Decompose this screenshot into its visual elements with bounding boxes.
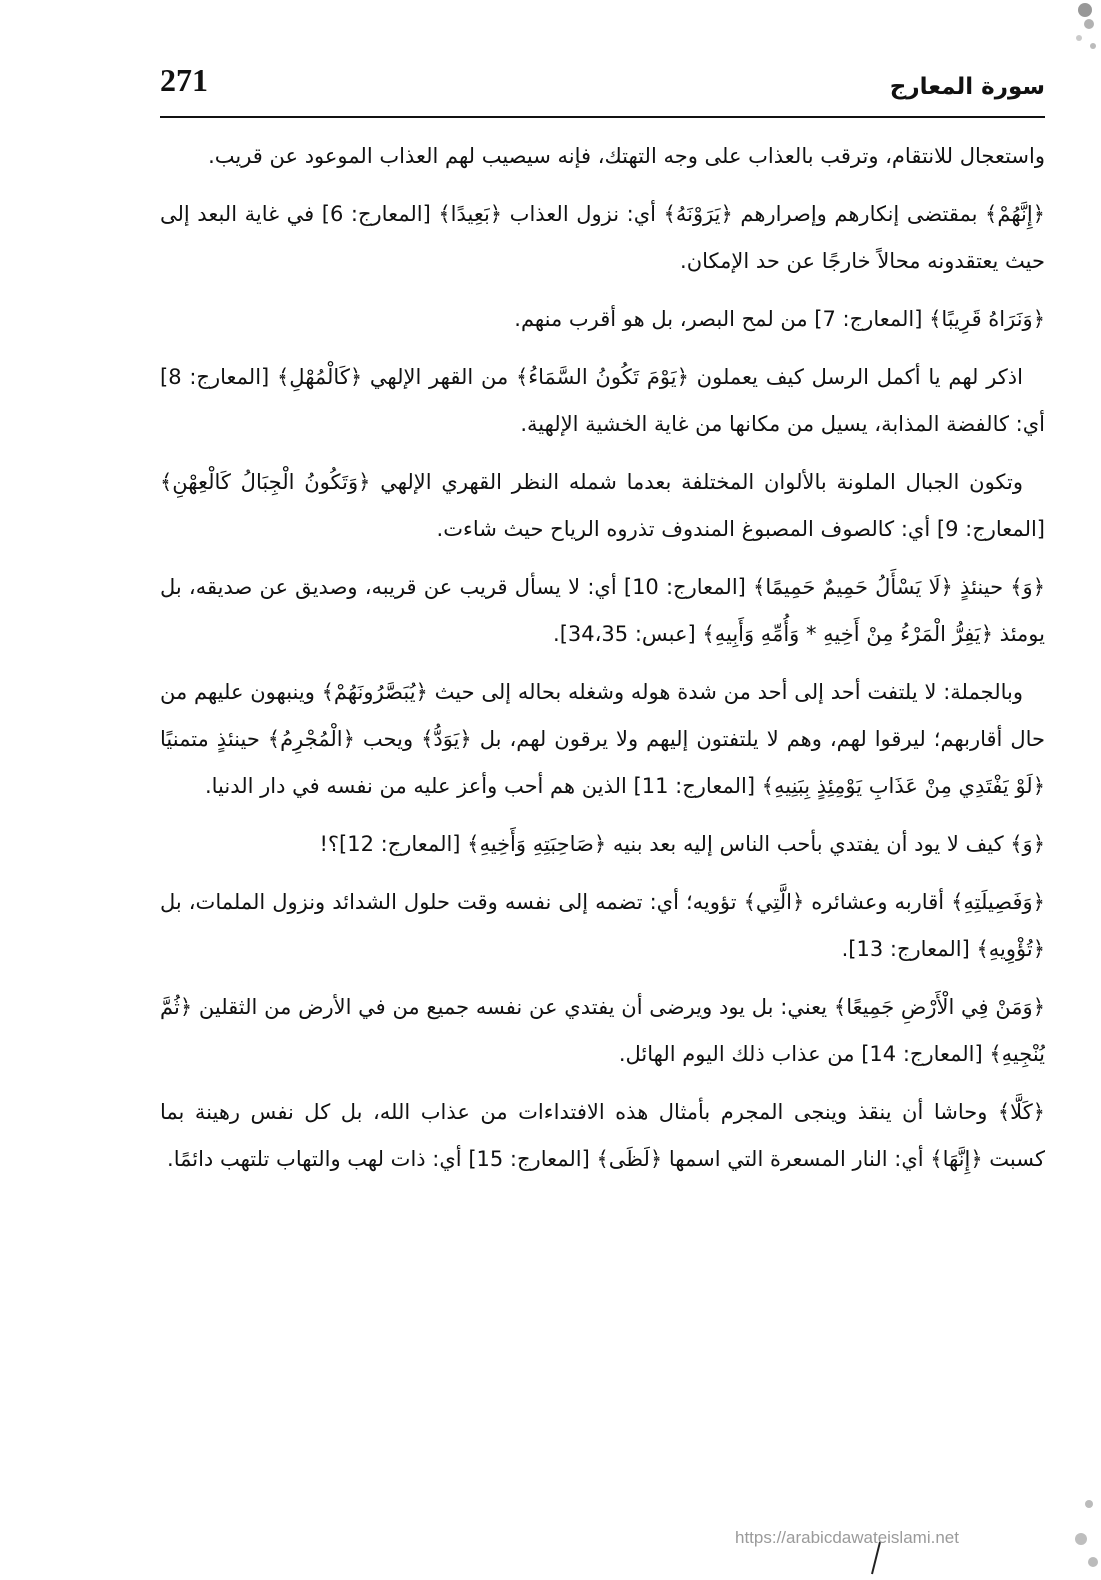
page-header xyxy=(160,60,1045,118)
paragraph: ﴿وَفَصِيلَتِهِ﴾ أقاربه وعشائره ﴿الَّتِي﴾ تؤويه؛ أي: تضمه إلى نفسه وقت حلول الشدائد ونزول الملمات، بل ﴿تُؤْوِيهِ﴾ [المعارج: 13]. xyxy=(160,890,1045,961)
scan-smudge xyxy=(1031,1484,1101,1574)
page-body xyxy=(160,133,1045,1503)
paragraph: وتكون الجبال الملونة بالألوان المختلفة بعدما شمله النظر القهري الإلهي ﴿وَتَكُونُ الْجِبَالُ كَالْعِهْنِ﴾ [المعارج: 9] أي: كالصوف المصبوغ المندوف تذروه الرياح حيث شاءت. xyxy=(160,470,1045,541)
paragraph: ﴿كَلَّا﴾ وحاشا أن ينقذ وينجى المجرم بأمثال هذه الافتداءات من عذاب الله، بل كل نفس رهينة بما كسبت ﴿إِنَّهَا﴾ أي: النار المسعرة التي اسمها ﴿لَظَى﴾ [المعارج: 15] أي: ذات لهب والتهاب تلتهب دائمًا. xyxy=(160,1100,1045,1171)
paragraph: اذكر لهم يا أكمل الرسل كيف يعملون ﴿يَوْمَ تَكُونُ السَّمَاءُ﴾ من القهر الإلهي ﴿كَالْمُهْلِ﴾ [المعارج: 8] أي: كالفضة المذابة، يسيل من مكانها من غاية الخشية الإلهية. xyxy=(160,365,1045,436)
paragraph: ﴿إِنَّهُمْ﴾ بمقتضى إنكارهم وإصرارهم ﴿يَرَوْنَهُ﴾ أي: نزول العذاب ﴿بَعِيدًا﴾ [المعارج: 6] في غاية البعد إلى حيث يعتقدونه محالاً خارجًا عن حد الإمكان. xyxy=(160,202,1045,273)
paragraph: ﴿وَ﴾ حينئذٍ ﴿لَا يَسْأَلُ حَمِيمٌ حَمِيمًا﴾ [المعارج: 10] أي: لا يسأل قريب عن قريبه، وصديق عن صديقه، بل يومئذ ﴿يَفِرُّ الْمَرْءُ مِنْ أَخِيهِ * وَأُمِّهِ وَأَبِيهِ﴾ [عبس: 34،35]. xyxy=(160,575,1045,646)
paragraph: ﴿وَنَرَاهُ قَرِيبًا﴾ [المعارج: 7] من لمح البصر، بل هو أقرب منهم. xyxy=(514,307,1045,331)
paragraph: ﴿وَ﴾ كيف لا يود أن يفتدي بأحب الناس إليه بعد بنيه ﴿صَاحِبَتِهِ وَأَخِيهِ﴾ [المعارج: 12]؟! xyxy=(319,832,1045,856)
page-number: 271 xyxy=(160,62,208,98)
paragraph: وبالجملة: لا يلتفت أحد إلى أحد من شدة هوله وشغله بحاله إلى حيث ﴿يُبَصَّرُونَهُمْ﴾ وينبهون عليهم من حال أقاربهم؛ ليرقوا لهم، وهم لا يلتفتون إليهم ولا يرقون لهم، بل ﴿يَوَدُّ﴾ ويحب ﴿الْمُجْرِمُ﴾ حينئذٍ متمنيًا ﴿لَوْ يَفْتَدِي مِنْ عَذَابِ يَوْمِئِذٍ بِبَنِيهِ﴾ [المعارج: 11] الذين هم أحب وأعز عليه من نفسه في دار الدنيا. xyxy=(160,680,1045,798)
surah-title: سورة المعارج xyxy=(889,74,1045,100)
watermark-url: https://arabicdawateislami.net xyxy=(735,1528,959,1547)
scan-smudge xyxy=(1059,0,1097,60)
paragraph: واستعجال للانتقام، وترقب بالعذاب على وجه التهتك، فإنه سيصيب لهم العذاب الموعود عن قريب. xyxy=(208,144,1045,168)
paragraph: ﴿وَمَنْ فِي الْأَرْضِ جَمِيعًا﴾ يعني: بل يود ويرضى أن يفتدي عن نفسه جميع من في الأرض من الثقلين ﴿ثُمَّ يُنْجِيهِ﴾ [المعارج: 14] من عذاب ذلك اليوم الهائل. xyxy=(160,995,1045,1066)
